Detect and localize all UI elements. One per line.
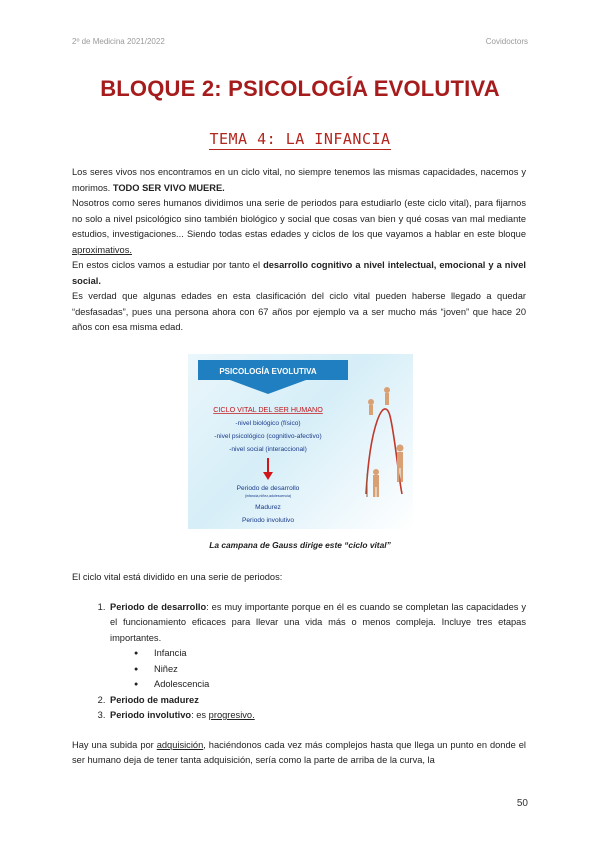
life-cycle-figure xyxy=(188,354,413,529)
elder-leg-left xyxy=(373,487,376,497)
figure-line-1: -nivel biológico (físico) xyxy=(235,420,301,427)
period-development-label: Periodo de desarrollo xyxy=(110,601,207,612)
p3-bold: desarrollo cognitivo a nivel intelectual, emocional y a nivel social. xyxy=(72,260,526,286)
paragraph-2 xyxy=(72,196,526,258)
closing-text-a: Hay una subida por xyxy=(72,739,157,750)
header-course: 2º de Medicina 2021/2022 xyxy=(72,37,165,46)
figure-line-2: -nivel psicológico (cognitivo-afectivo) xyxy=(214,433,322,440)
closing-underlined: adquisición xyxy=(156,739,204,750)
p1-bold: TODO SER VIVO MUERE. xyxy=(112,182,225,193)
periods-section xyxy=(72,570,526,769)
period-involutive-underlined: progresivo. xyxy=(208,710,255,720)
page-number: 50 xyxy=(516,798,528,809)
figure-graphic xyxy=(188,354,413,529)
period-maturity-label: Periodo de madurez xyxy=(110,694,199,705)
paragraph-3 xyxy=(72,258,526,289)
closing-paragraph xyxy=(72,738,526,769)
elder-leg-right xyxy=(377,487,380,497)
elder-torso xyxy=(373,475,379,487)
figure-caption: La campana de Gauss dirige este “ciclo vital” xyxy=(209,540,391,550)
figure-heading: CICLO VITAL DEL SER HUMANO xyxy=(213,405,323,414)
periods-intro: El ciclo vital está dividido en una serie de periodos: xyxy=(72,572,283,582)
adult-torso xyxy=(397,452,403,468)
adult-leg-right xyxy=(401,468,404,482)
stage-development: Periodo de desarrollo xyxy=(236,485,300,492)
adult-leg-left xyxy=(397,468,400,482)
topic-title-text: TEMA 4: LA INFANCIA xyxy=(209,130,391,148)
elder-head xyxy=(373,469,379,475)
child-head xyxy=(368,399,374,405)
development-stages xyxy=(110,646,526,693)
period-involutive-label: Periodo involutivo xyxy=(110,710,192,720)
p1-text: Los seres vivos nos encontramos en un ciclo vital, no siempre tenemos las mismas capacidades, nacemos y morimos. xyxy=(72,167,526,193)
period-development xyxy=(108,600,526,693)
p3-text: En estos ciclos vamos a estudiar por tanto el xyxy=(72,260,264,270)
intro-text xyxy=(72,165,526,336)
arrow-down-icon xyxy=(263,472,273,480)
topic-title xyxy=(0,130,600,148)
header-author: Covidoctors xyxy=(485,37,528,46)
closing-text-b: , haciéndonos cada vez más complejos hasta que llega un punto en donde el ser humano deja de tener tanta adquisición, sería como la parte de arriba de la curva, la xyxy=(72,739,526,765)
stage-development-sub: (infancia,niñez,adolescencia) xyxy=(244,494,292,498)
stage-maturity: Madurez xyxy=(255,504,281,511)
period-involutive xyxy=(108,708,526,724)
banner-arrow xyxy=(230,380,306,394)
stage-infancia: ● Infancia xyxy=(134,646,526,662)
stage-ninez: ● Niñez xyxy=(134,662,526,678)
gauss-curve xyxy=(366,409,402,494)
stage-adolescencia: ● Adolescencia xyxy=(134,677,526,693)
human-figures xyxy=(368,387,404,497)
paragraph-1 xyxy=(72,165,526,196)
child-body xyxy=(369,405,373,415)
periods-list xyxy=(72,600,526,724)
figure-line-3: -nivel social (interaccional) xyxy=(229,446,307,453)
p2-underlined: aproximativos. xyxy=(72,244,132,255)
period-development-text: : es muy importante porque en él es cuando se completan las capacidades y el funcionamiento eficaces para llevar una vida más o menos compleja. Incluye tres etapas importantes. xyxy=(110,601,527,643)
page-title: BLOQUE 2: PSICOLOGÍA EVOLUTIVA xyxy=(100,76,500,101)
p2-text: Nosotros como seres humanos dividimos una serie de periodos para estudiarlo (este ciclo vital), para fijarnos no solo a nivel psicológico sino también biológico y social que cosas van bien y qué cosas van mal mediante estudios, investigaciones... Siendo todas estas edades y ciclos de los que vayamos a hablar en este bloque xyxy=(72,198,526,239)
period-maturity xyxy=(108,693,526,709)
adolescent-body xyxy=(385,393,389,405)
adolescent-head xyxy=(384,387,390,393)
adult-head xyxy=(397,445,404,452)
banner-text: PSICOLOGÍA EVOLUTIVA xyxy=(219,367,317,376)
stage-involution: Periodo involutivo xyxy=(241,517,295,524)
paragraph-4: Es verdad que algunas edades en esta clasificación del ciclo vital pueden haberse llegado a quedar “desfasadas”, pues una persona ahora con 67 años por ejemplo va a ser mucho más “joven” que hace 20 años con esa misma edad. xyxy=(72,291,526,332)
period-involutive-text: : es xyxy=(191,710,209,720)
